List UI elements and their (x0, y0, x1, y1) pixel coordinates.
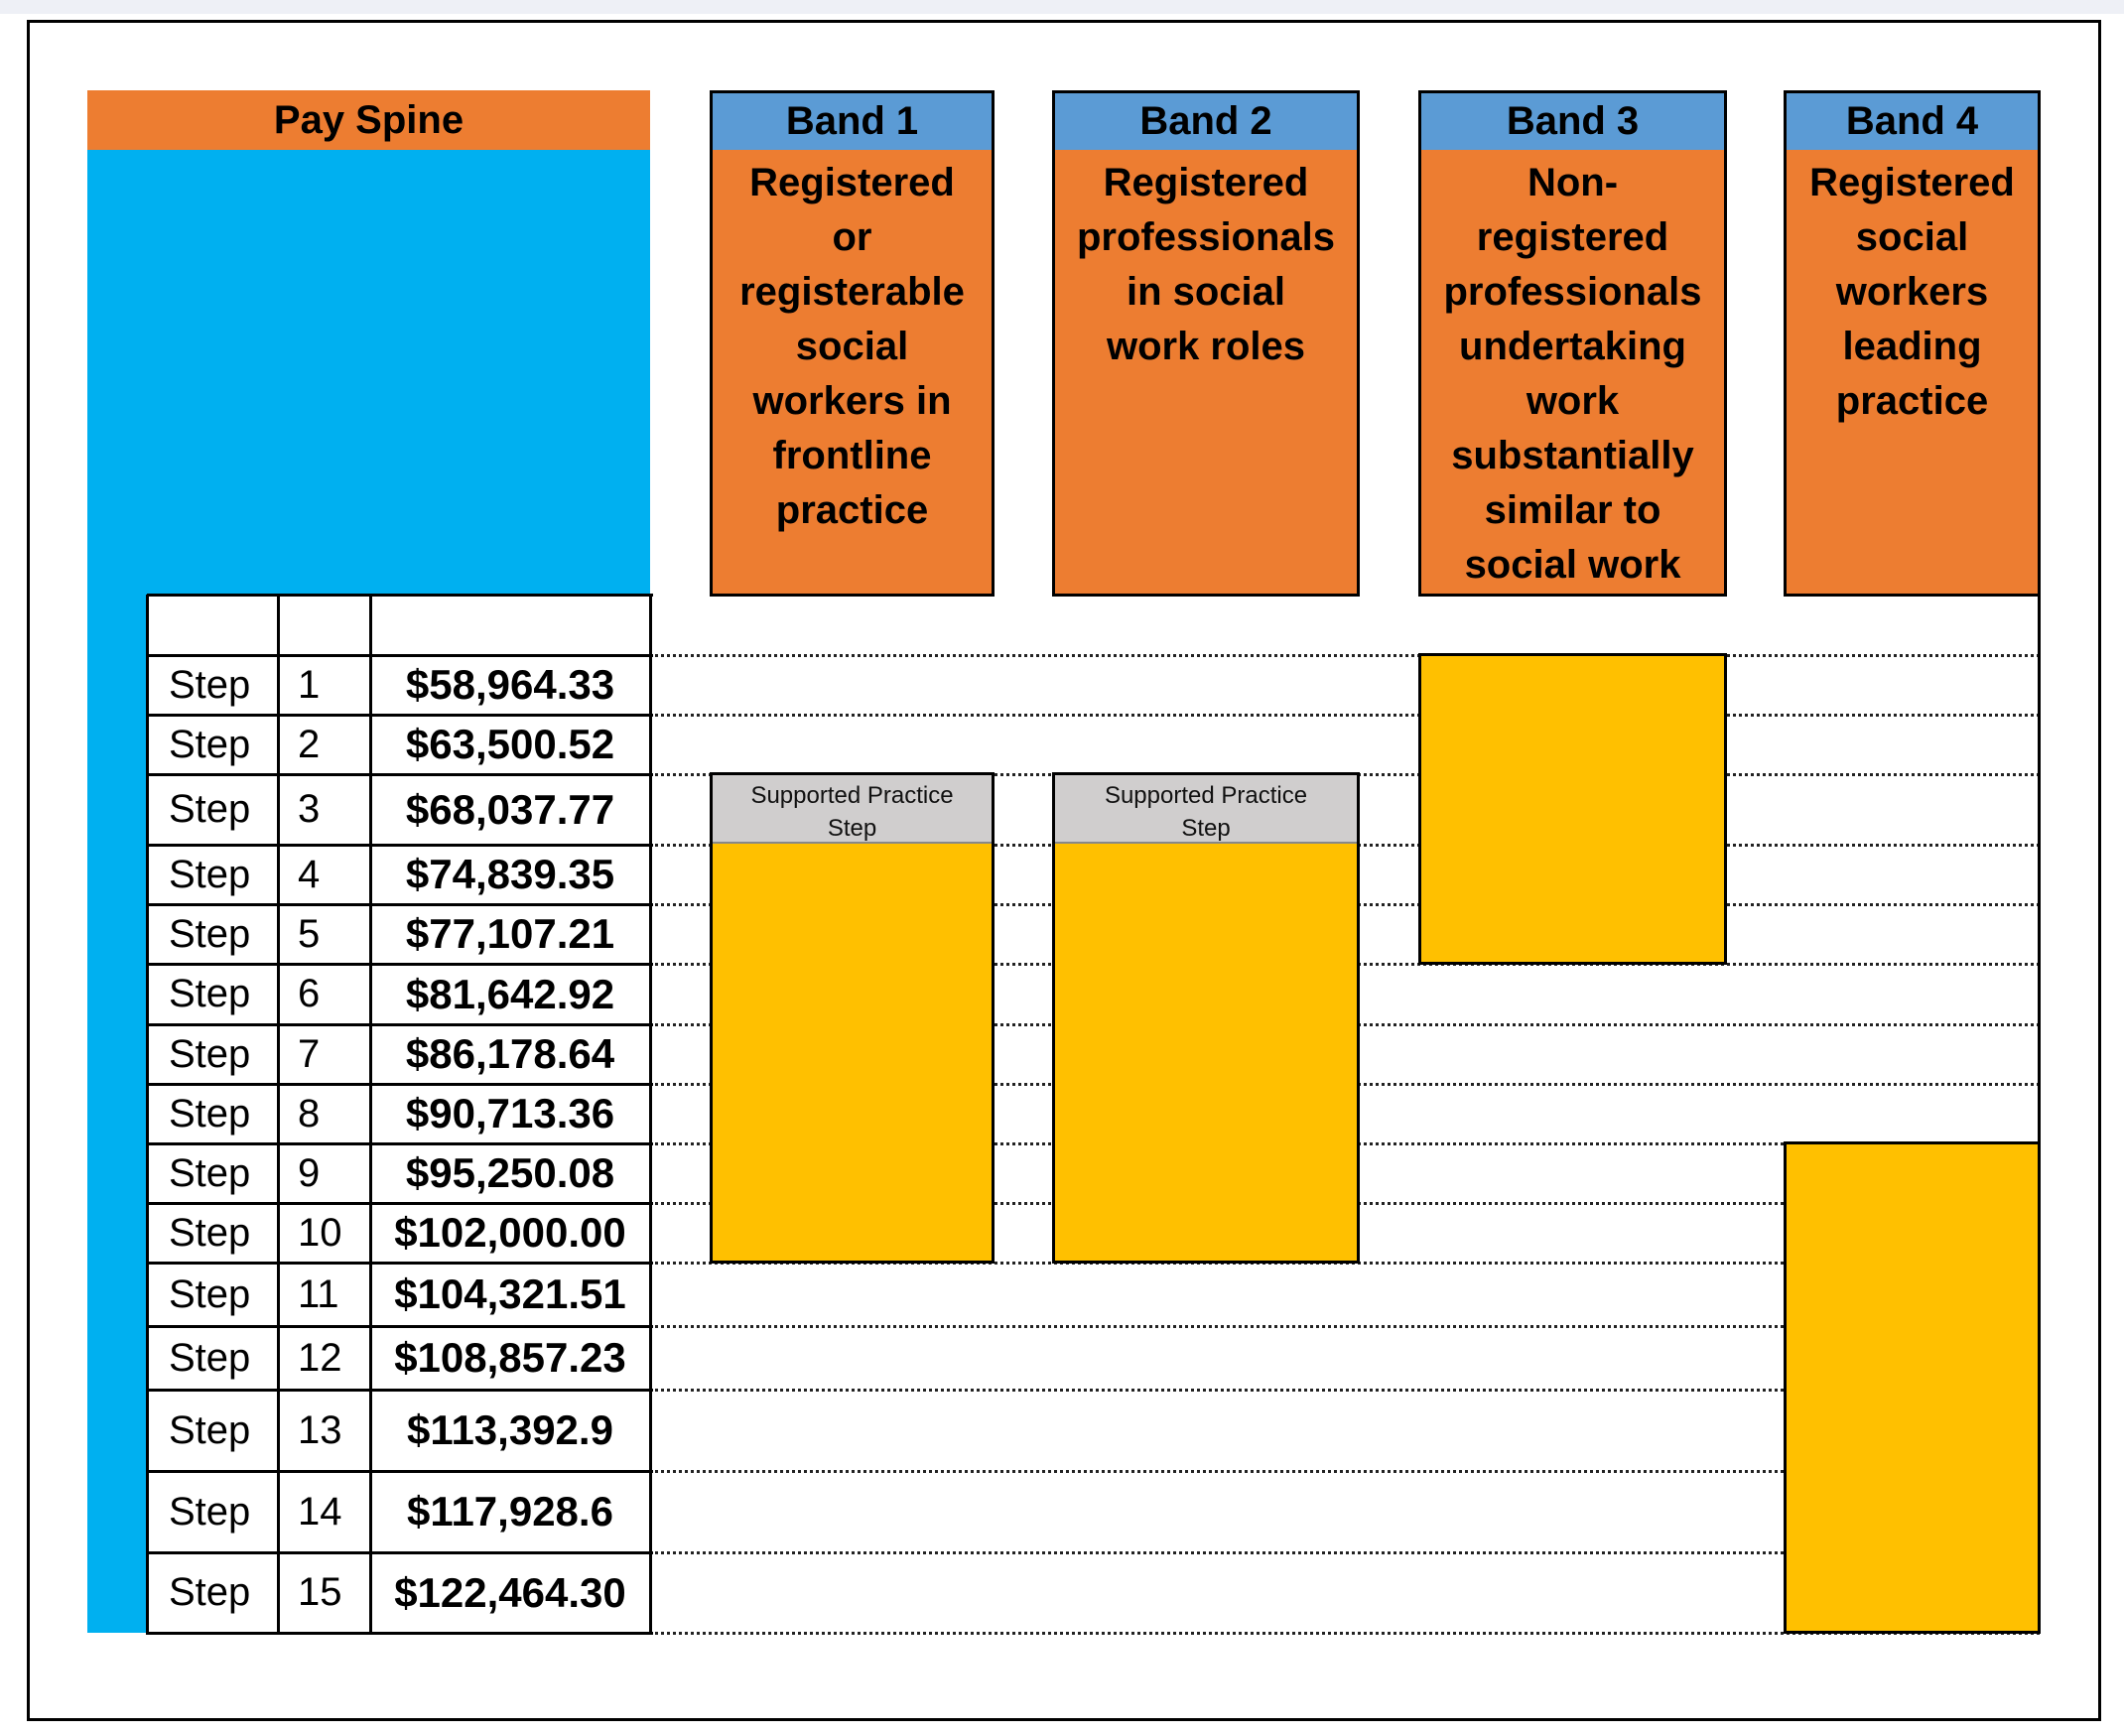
band-description-line: professionals (1076, 215, 1336, 259)
step-pay-amount: $74,839.35 (405, 851, 615, 897)
band-description-line: registered (1476, 215, 1669, 259)
band-description-line: similar to (1484, 488, 1661, 532)
band-description-line: Registered (749, 161, 955, 204)
band-description-line: social (1855, 215, 1969, 259)
band-description-line: practice (1835, 379, 1989, 423)
step-number: 15 (298, 1570, 342, 1614)
band-description-line: social (795, 325, 909, 368)
band-description-line: workers in (752, 379, 952, 423)
supported-practice-step (1055, 775, 1357, 844)
step-label: Step (169, 972, 251, 1015)
step-pay-amount: $95,250.08 (405, 1149, 615, 1196)
step-pay-amount: $108,857.23 (394, 1334, 626, 1381)
step-pay-amount: $68,037.77 (405, 785, 615, 833)
grid-right-edge (2038, 595, 2041, 1143)
step-pay-amount: $104,321.51 (394, 1270, 626, 1317)
band-header: Band 1 (710, 90, 995, 153)
band-description-line: workers (1835, 270, 1989, 314)
step-label: Step (169, 911, 251, 956)
band-description-line: registerable (739, 270, 965, 314)
top-edge (0, 0, 2124, 14)
band-description-line: Non- (1527, 161, 1619, 204)
band-description-line: or (832, 215, 872, 259)
step-number: 13 (298, 1407, 342, 1452)
step-label: Step (169, 1489, 251, 1534)
band-description-line: undertaking (1459, 325, 1686, 368)
band-range-block (1052, 772, 1360, 1264)
step-pay-amount: $102,000.00 (394, 1209, 626, 1256)
pay-spine-side-strip (87, 595, 147, 1633)
step-label: Step (169, 852, 251, 896)
band-description (1418, 150, 1727, 597)
step-number: 5 (298, 911, 321, 956)
supported-practice-line: Supported Practice (750, 782, 954, 809)
step-pay-amount: $90,713.36 (405, 1090, 615, 1136)
step-pay-amount: $86,178.64 (405, 1030, 615, 1077)
band-description-line: frontline (772, 434, 932, 477)
step-label: Step (169, 1407, 251, 1452)
step-number: 12 (298, 1335, 342, 1380)
band-description (1052, 150, 1360, 597)
pay-spine-title: Pay Spine (87, 90, 650, 150)
step-number: 1 (298, 662, 321, 707)
band-header: Band 2 (1052, 90, 1360, 153)
step-number: 7 (298, 1031, 321, 1076)
step-number: 3 (298, 787, 321, 831)
step-number: 6 (298, 972, 321, 1015)
step-number: 11 (298, 1271, 339, 1316)
supported-practice-line: Step (827, 815, 877, 842)
step-pay-amount: $63,500.52 (405, 721, 615, 767)
band-description-line: work (1526, 379, 1620, 423)
grid-line (650, 714, 2040, 717)
band-range-block (1784, 1141, 2041, 1634)
step-number: 8 (298, 1091, 321, 1135)
step-pay-amount: $77,107.21 (405, 910, 615, 957)
step-pay-amount: $58,964.33 (405, 661, 615, 708)
step-label: Step (169, 1210, 251, 1255)
step-pay-amount: $122,464.30 (394, 1568, 626, 1616)
step-number: 10 (298, 1210, 342, 1255)
step-label: Step (169, 722, 251, 766)
band-description-line: professionals (1443, 270, 1702, 314)
band-range-block (710, 772, 995, 1264)
supported-practice-step (713, 775, 992, 844)
band-description (1784, 150, 2041, 597)
band-description-line: Registered (1103, 161, 1309, 204)
band-description (710, 150, 995, 597)
step-label: Step (169, 787, 251, 831)
grid-line (650, 654, 2040, 657)
step-pay-amount: $117,928.6 (407, 1488, 613, 1535)
band-description-line: substantially (1451, 434, 1694, 477)
step-label: Step (169, 662, 251, 707)
step-number: 4 (298, 852, 321, 896)
band-description-line: leading (1842, 325, 1982, 368)
step-pay-amount: $81,642.92 (405, 970, 615, 1017)
step-number: 14 (298, 1489, 342, 1534)
band-description-line: social work (1464, 543, 1681, 587)
step-label: Step (169, 1031, 251, 1076)
band-description-line: practice (775, 488, 929, 532)
step-label: Step (169, 1150, 251, 1195)
step-label: Step (169, 1271, 251, 1316)
step-label: Step (169, 1335, 251, 1380)
band-header: Band 3 (1418, 90, 1727, 153)
band-description-line: in social (1126, 270, 1286, 314)
step-number: 2 (298, 722, 321, 766)
step-label: Step (169, 1091, 251, 1135)
band-description-line: work roles (1106, 325, 1306, 368)
band-description-line: Registered (1809, 161, 2015, 204)
step-label: Step (169, 1570, 251, 1614)
band-header: Band 4 (1784, 90, 2041, 153)
step-number: 9 (298, 1150, 321, 1195)
supported-practice-line: Supported Practice (1104, 782, 1308, 809)
supported-practice-line: Step (1181, 815, 1231, 842)
pay-spine-header-fill (87, 150, 650, 595)
step-pay-amount: $113,392.9 (407, 1406, 613, 1453)
band-range-block (1418, 653, 1727, 965)
table-rule (147, 594, 653, 597)
